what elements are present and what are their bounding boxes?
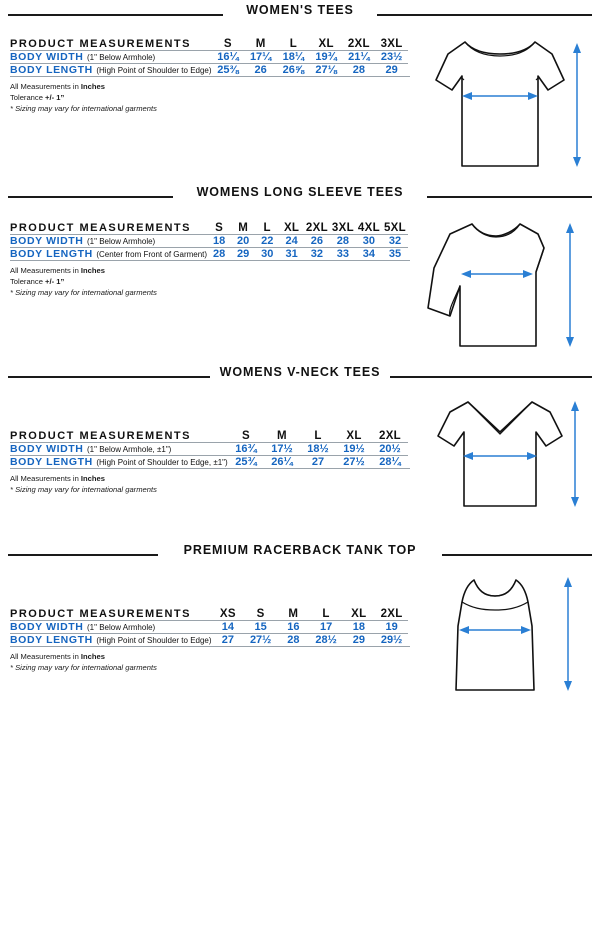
measurements-label: PRODUCT MEASUREMENTS bbox=[10, 38, 191, 50]
cell-value: 27½ bbox=[336, 456, 372, 469]
cell-value: 30 bbox=[356, 235, 382, 248]
size-header: M bbox=[255, 38, 266, 50]
cell-value: 20½ bbox=[372, 443, 408, 456]
garment-illustration-short-sleeve-tee bbox=[420, 28, 595, 173]
cell-value: 33 bbox=[330, 248, 356, 261]
size-header: 2XL bbox=[380, 608, 403, 620]
row-note: (High Point of Shoulder to Edge) bbox=[96, 636, 212, 645]
garment-illustration-long-sleeve-tee bbox=[420, 212, 595, 352]
cell-value: 30 bbox=[255, 248, 279, 261]
row-note: (1" Below Armhole) bbox=[87, 237, 156, 246]
table-row bbox=[10, 235, 408, 248]
row-label: BODY LENGTH (High Point of Shoulder to Edge) bbox=[10, 634, 212, 646]
cell-value: 20 bbox=[231, 235, 255, 248]
size-header: 5XL bbox=[383, 222, 406, 234]
size-header: XL bbox=[351, 608, 367, 620]
size-header: L bbox=[263, 222, 271, 234]
measurements-table bbox=[10, 222, 408, 260]
row-note: (1" Below Armhole, ±1") bbox=[87, 445, 172, 454]
size-header: M bbox=[277, 430, 287, 442]
table-row bbox=[10, 621, 408, 634]
section-title: PREMIUM RACERBACK TANK TOP bbox=[0, 543, 600, 557]
size-header: S bbox=[215, 222, 224, 234]
table-row bbox=[10, 456, 408, 469]
footnote: All Measurements in Inches bbox=[10, 266, 105, 275]
cell-value: 15 bbox=[244, 621, 277, 634]
measurements-label: PRODUCT MEASUREMENTS bbox=[10, 608, 191, 620]
size-header: S bbox=[256, 608, 265, 620]
cell-value: 19 bbox=[375, 621, 408, 634]
cell-value: 29 bbox=[231, 248, 255, 261]
table-row bbox=[10, 64, 408, 77]
cell-value: 18 bbox=[207, 235, 231, 248]
row-label: BODY WIDTH (1" Below Armhole) bbox=[10, 621, 212, 634]
measurements-label: PRODUCT MEASUREMENTS bbox=[10, 222, 191, 234]
table-header-row bbox=[10, 222, 408, 235]
row-label: BODY WIDTH (1" Below Armhole) bbox=[10, 235, 207, 248]
footnote: * Sizing may vary for international garments bbox=[10, 104, 157, 113]
cell-value: 17¼ bbox=[244, 51, 277, 64]
row-label: BODY LENGTH (High Point of Shoulder to Edge) bbox=[10, 64, 212, 76]
section-header bbox=[0, 182, 600, 212]
cell-value: 17 bbox=[310, 621, 343, 634]
footnotes bbox=[10, 261, 410, 298]
section-womens-long-sleeve-tees bbox=[0, 182, 600, 362]
cell-value: 23½ bbox=[375, 51, 408, 64]
cell-value: 26 bbox=[304, 235, 330, 248]
row-note: (1" Below Armhole) bbox=[87, 53, 156, 62]
measurements-label: PRODUCT MEASUREMENTS bbox=[10, 430, 191, 442]
section-womens-tees bbox=[0, 0, 600, 182]
cell-value: 18 bbox=[342, 621, 375, 634]
cell-value: 29 bbox=[342, 634, 375, 647]
size-header: 4XL bbox=[357, 222, 380, 234]
section-title: WOMENS V-NECK TEES bbox=[0, 365, 600, 379]
measurements-table bbox=[10, 608, 408, 646]
cell-value: 25⅜ bbox=[212, 64, 245, 77]
row-label: BODY LENGTH (High Point of Shoulder to Edge, ±1") bbox=[10, 456, 228, 468]
cell-value: 19½ bbox=[336, 443, 372, 456]
cell-value: 28¼ bbox=[372, 456, 408, 469]
size-header: XS bbox=[219, 608, 236, 620]
footnote: Tolerance +/- 1” bbox=[10, 277, 65, 286]
table-row bbox=[10, 443, 408, 456]
size-header: XL bbox=[283, 222, 300, 234]
cell-value: 28 bbox=[207, 248, 231, 261]
measurements-table-wrap bbox=[10, 38, 410, 114]
footnote: All Measurements in Inches bbox=[10, 82, 105, 91]
garment-illustration-v-neck-tee bbox=[420, 390, 595, 515]
section-title: WOMEN'S TEES bbox=[0, 3, 600, 17]
footnotes bbox=[10, 77, 410, 114]
size-header: XL bbox=[346, 430, 362, 442]
footnotes bbox=[10, 469, 410, 495]
cell-value: 14 bbox=[212, 621, 245, 634]
cell-value: 32 bbox=[382, 235, 408, 248]
footnote: * Sizing may vary for international garments bbox=[10, 485, 157, 494]
table-header-row bbox=[10, 430, 408, 443]
size-header: 3XL bbox=[380, 38, 403, 50]
cell-value: 35 bbox=[382, 248, 408, 261]
cell-value: 28 bbox=[277, 634, 310, 647]
cell-value: 18½ bbox=[300, 443, 336, 456]
size-header: M bbox=[288, 608, 299, 620]
footnote: All Measurements in Inches bbox=[10, 474, 105, 483]
size-header: L bbox=[289, 38, 298, 50]
measurements-table-wrap bbox=[10, 430, 410, 495]
footnote: * Sizing may vary for international garments bbox=[10, 288, 157, 297]
row-label: BODY WIDTH (1" Below Armhole, ±1") bbox=[10, 443, 228, 456]
table-row bbox=[10, 634, 408, 647]
size-header: L bbox=[314, 430, 322, 442]
cell-value: 26⅝ bbox=[277, 64, 310, 77]
cell-value: 22 bbox=[255, 235, 279, 248]
cell-value: 17½ bbox=[264, 443, 300, 456]
cell-value: 27 bbox=[212, 634, 245, 647]
row-label: BODY WIDTH (1" Below Armhole) bbox=[10, 51, 212, 64]
cell-value: 21¼ bbox=[342, 51, 375, 64]
row-note: (High Point of Shoulder to Edge) bbox=[96, 66, 212, 75]
size-header: 2XL bbox=[347, 38, 370, 50]
cell-value: 27 bbox=[300, 456, 336, 469]
cell-value: 32 bbox=[304, 248, 330, 261]
cell-value: 28 bbox=[330, 235, 356, 248]
section-womens-v-neck-tees bbox=[0, 362, 600, 540]
cell-value: 26 bbox=[244, 64, 277, 77]
size-header: S bbox=[223, 38, 232, 50]
footnote: Tolerance +/- 1” bbox=[10, 93, 65, 102]
section-premium-racerback-tank-top bbox=[0, 540, 600, 720]
size-header: S bbox=[242, 430, 250, 442]
measurements-table-wrap bbox=[10, 608, 410, 673]
footnote: * Sizing may vary for international garments bbox=[10, 663, 157, 672]
measurements-table bbox=[10, 38, 408, 76]
section-header bbox=[0, 0, 600, 30]
cell-value: 25¾ bbox=[228, 456, 264, 469]
row-note: (1" Below Armhole) bbox=[87, 623, 156, 632]
section-title: WOMENS LONG SLEEVE TEES bbox=[0, 185, 600, 199]
cell-value: 31 bbox=[279, 248, 304, 261]
footnotes bbox=[10, 647, 410, 673]
footnote: All Measurements in Inches bbox=[10, 652, 105, 661]
table-header-row bbox=[10, 608, 408, 621]
cell-value: 27⅛ bbox=[310, 64, 343, 77]
cell-value: 28 bbox=[342, 64, 375, 77]
size-header: L bbox=[322, 608, 330, 620]
cell-value: 16 bbox=[277, 621, 310, 634]
cell-value: 29½ bbox=[375, 634, 408, 647]
section-header bbox=[0, 540, 600, 570]
table-row bbox=[10, 248, 408, 261]
row-label: BODY LENGTH (Center from Front of Garment) bbox=[10, 248, 208, 260]
cell-value: 24 bbox=[279, 235, 304, 248]
section-header bbox=[0, 362, 600, 392]
cell-value: 29 bbox=[375, 64, 408, 77]
row-note: (High Point of Shoulder to Edge, ±1") bbox=[96, 458, 228, 467]
table-header-row bbox=[10, 38, 408, 51]
size-header: 2XL bbox=[379, 430, 401, 442]
row-note: (Center from Front of Garment) bbox=[96, 250, 208, 259]
size-header: 2XL bbox=[305, 222, 328, 234]
cell-value: 16¼ bbox=[212, 51, 245, 64]
cell-value: 18¼ bbox=[277, 51, 310, 64]
cell-value: 16¾ bbox=[228, 443, 264, 456]
size-header: M bbox=[238, 222, 249, 234]
cell-value: 34 bbox=[356, 248, 382, 261]
cell-value: 26¼ bbox=[264, 456, 300, 469]
garment-illustration-racerback-tank bbox=[420, 568, 595, 703]
size-header: 3XL bbox=[331, 222, 354, 234]
cell-value: 28½ bbox=[310, 634, 343, 647]
table-row bbox=[10, 51, 408, 64]
cell-value: 27½ bbox=[244, 634, 277, 647]
measurements-table bbox=[10, 430, 408, 468]
measurements-table-wrap bbox=[10, 222, 410, 298]
cell-value: 19¾ bbox=[310, 51, 343, 64]
size-header: XL bbox=[318, 38, 334, 50]
